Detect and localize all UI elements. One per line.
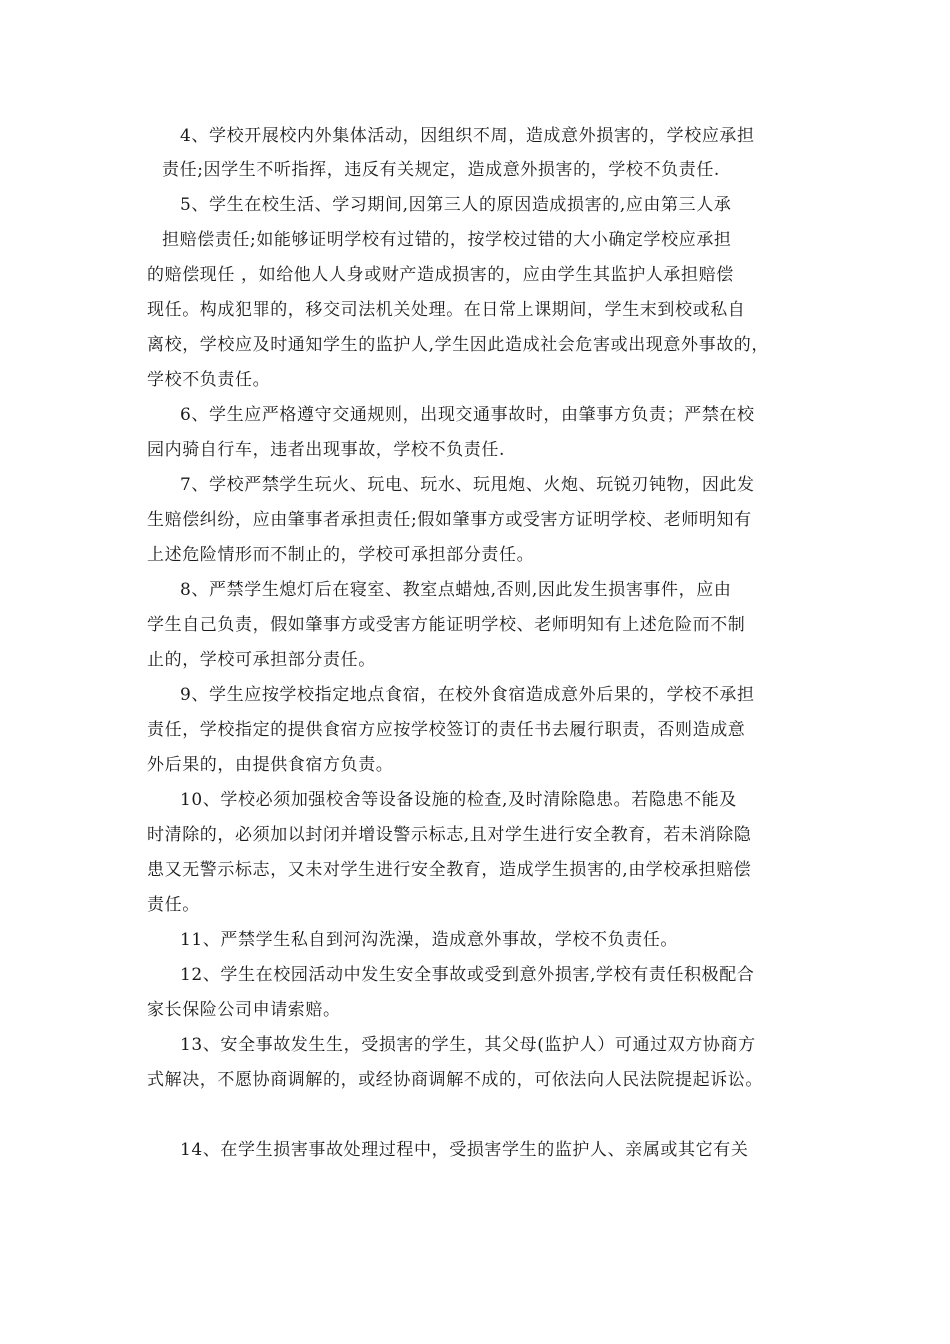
text-line: 4、学校开展校内外集体活动，因组织不周，造成意外损害的，学校应承担	[180, 126, 755, 146]
text-line: 园内骑自行车，违者出现事故，学校不负责任.	[147, 440, 506, 460]
text-line: 离校，学校应及时通知学生的监护人,学生因此造成社会危害或出现意外事故的，	[147, 335, 770, 355]
text-line: 上述危险情形而不制止的，学校可承担部分责任。	[147, 545, 535, 565]
text-line: 8、严禁学生熄灯后在寝室、教室点蜡烛,否则,因此发生损害事件，应由	[180, 580, 732, 600]
text-line: 的赔偿现任 ，如给他人人身或财产造成损害的，应由学生其监护人承担赔偿	[147, 265, 734, 285]
text-line: 家长保险公司申请索赔。	[147, 1000, 341, 1020]
text-line: 止的，学校可承担部分责任。	[147, 650, 376, 670]
text-line: 时清除的，必须加以封闭并增设警示标志,且对学生进行安全教育，若未消除隐	[147, 825, 752, 845]
text-line: 9、学生应按学校指定地点食宿，在校外食宿造成意外后果的，学校不承担	[180, 685, 755, 705]
text-line: 担赔偿责任;如能够证明学校有过错的，按学校过错的大小确定学校应承担	[162, 230, 732, 250]
text-line: 责任;因学生不听指挥，违反有关规定，造成意外损害的，学校不负责任.	[162, 160, 720, 180]
text-line: 6、学生应严格遵守交通规则，出现交通事故时，由肇事方负责；严禁在校	[180, 405, 755, 425]
text-line: 生赔偿纠纷，应由肇事者承担责任;假如肇事方或受害方证明学校、老师明知有	[147, 510, 752, 530]
text-line: 责任，学校指定的提供食宿方应按学校签订的责任书去履行职责，否则造成意	[147, 720, 746, 740]
text-line: 学生自己负责，假如肇事方或受害方能证明学校、老师明知有上述危险而不制	[147, 615, 746, 635]
text-line: 学校不负责任。	[147, 370, 271, 390]
text-line: 责任。	[147, 895, 200, 915]
text-line: 现任。构成犯罪的，移交司法机关处理。在日常上课期间，学生末到校或私自	[147, 300, 746, 320]
text-line: 10、学校必须加强校舍等设备设施的检查,及时清除隐患。若隐患不能及	[180, 790, 737, 810]
text-line: 外后果的，由提供食宿方负责。	[147, 755, 394, 775]
text-line: 患又无警示标志，又未对学生进行安全教育，造成学生损害的,由学校承担赔偿	[147, 860, 752, 880]
text-line: 14、在学生损害事故处理过程中，受损害学生的监护人、亲属或其它有关	[180, 1140, 749, 1160]
text-line: 7、学校严禁学生玩火、玩电、玩水、玩甩炮、火炮、玩锐刃钝物，因此发	[180, 475, 755, 495]
text-line: 式解决，不愿协商调解的，或经协商调解不成的，可依法向人民法院提起诉讼。	[147, 1070, 763, 1090]
text-line: 11、严禁学生私自到河沟洗澡，造成意外事故，学校不负责任。	[180, 930, 679, 950]
text-line: 5、学生在校生活、学习期间,因第三人的原因造成损害的,应由第三人承	[180, 195, 732, 215]
text-line: 13、安全事故发生生，受损害的学生，其父母(监护人）可通过双方协商方	[180, 1035, 756, 1055]
text-line: 12、学生在校园活动中发生安全事故或受到意外损害,学校有责任积极配合	[180, 965, 755, 985]
